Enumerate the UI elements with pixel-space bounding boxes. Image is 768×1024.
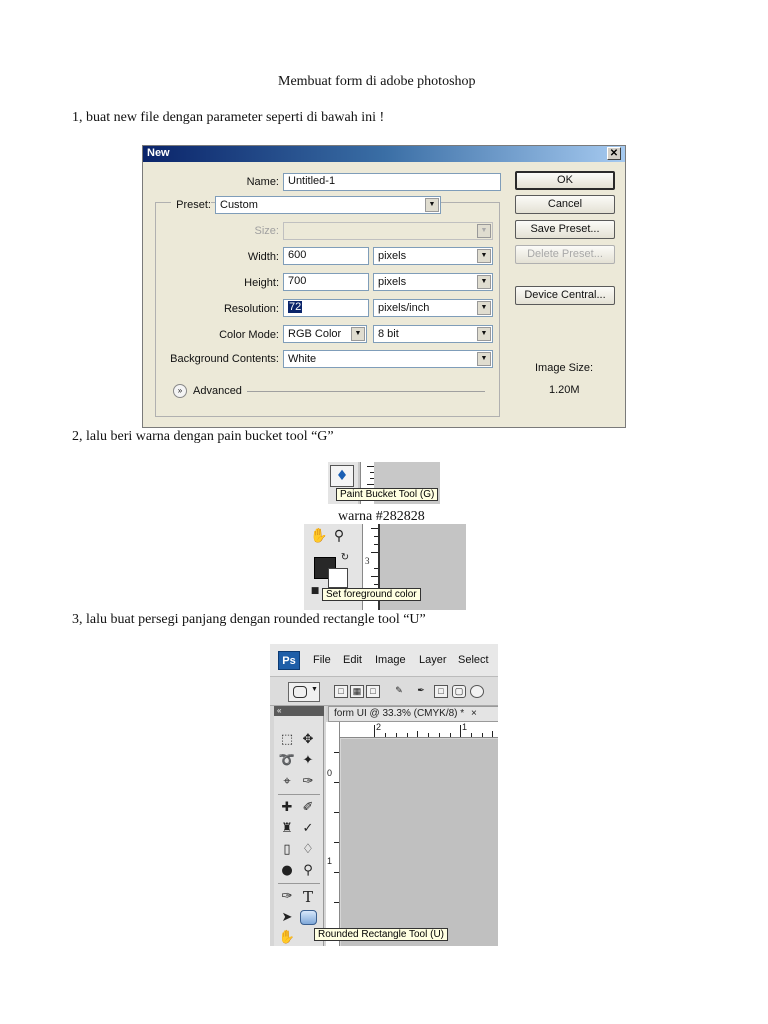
tab-close-icon[interactable]: ×	[470, 708, 477, 719]
step-2-text: 2, lalu beri warna dengan pain bucket tool “G”	[72, 429, 334, 444]
marquee-tool-icon[interactable]: ⬚	[280, 732, 294, 747]
tool-preset-picker[interactable]	[288, 682, 320, 702]
width-field[interactable]: 600	[283, 247, 369, 265]
lasso-tool-icon[interactable]: ➰	[278, 753, 296, 768]
menu-image[interactable]: Image	[375, 654, 406, 666]
close-icon[interactable]: ✕	[607, 147, 621, 160]
background-contents-select[interactable]	[283, 350, 493, 368]
dodge-tool-icon[interactable]: ⚲	[303, 863, 313, 878]
step-1-text: 1, buat new file dengan parameter seperti di bawah ini !	[72, 110, 385, 125]
background-color-swatch[interactable]	[328, 568, 348, 588]
zoom-tool-icon[interactable]: ⚲	[333, 528, 345, 544]
preset-select[interactable]	[215, 196, 441, 214]
dialog-title: New	[147, 147, 170, 159]
tools-panel	[274, 706, 324, 946]
paths-icon[interactable]: ▦	[350, 685, 364, 698]
move-tool-icon[interactable]: ✥	[302, 732, 314, 747]
width-unit-value: pixels	[378, 250, 407, 262]
dialog-title-bar	[143, 146, 625, 162]
height-unit-value: pixels	[378, 276, 407, 288]
paint-bucket-tool-icon[interactable]: ♢	[302, 842, 314, 857]
toolbar-divider	[278, 883, 320, 884]
blur-tool-icon[interactable]: ●	[281, 863, 293, 878]
fill-pixels-icon[interactable]: □	[366, 685, 380, 698]
vertical-ruler	[326, 722, 340, 946]
save-preset-button[interactable]: Save Preset...	[515, 220, 615, 239]
chevron-down-icon: ▼	[477, 275, 491, 289]
size-label: Size:	[254, 225, 279, 237]
preset-value: Custom	[220, 199, 258, 211]
resolution-unit-select[interactable]	[373, 299, 493, 317]
eyedropper-icon[interactable]: ✑	[302, 774, 314, 789]
chevron-down-icon: ▼	[425, 198, 439, 212]
hand-tool-icon[interactable]: ✋	[278, 930, 296, 945]
cancel-button[interactable]: Cancel	[515, 195, 615, 214]
document-canvas[interactable]	[341, 739, 498, 946]
document-tab-title: form UI @ 33.3% (CMYK/8) *	[334, 708, 465, 719]
rounded-rectangle-tool-icon[interactable]	[300, 910, 317, 925]
paint-bucket-tooltip: Paint Bucket Tool (G)	[336, 488, 438, 501]
ruler-number: 1	[462, 722, 468, 732]
advanced-label: Advanced	[193, 385, 242, 397]
resolution-label: Resolution:	[223, 303, 279, 315]
size-select	[283, 222, 493, 240]
menu-layer[interactable]: Layer	[419, 654, 447, 666]
chevron-down-icon: ▼	[477, 224, 491, 238]
preset-label: Preset:	[171, 199, 211, 211]
crop-tool-icon[interactable]: ⌖	[283, 774, 291, 789]
delete-preset-button: Delete Preset...	[515, 245, 615, 264]
menu-edit[interactable]: Edit	[343, 654, 362, 666]
chevron-down-icon: ▼	[351, 327, 365, 341]
height-unit-select[interactable]	[373, 273, 493, 291]
paint-bucket-icon[interactable]: ♦	[330, 465, 354, 487]
foreground-color-tooltip: Set foreground color	[322, 588, 421, 601]
document-tab[interactable]	[328, 706, 498, 722]
rounded-rectangle-icon	[293, 686, 307, 698]
magic-wand-icon[interactable]: ✦	[302, 753, 314, 768]
expand-advanced-icon[interactable]: »	[173, 384, 187, 398]
paint-bucket-screenshot	[328, 462, 440, 504]
default-colors-icon[interactable]: ■	[310, 586, 320, 596]
menu-file[interactable]: File	[313, 654, 331, 666]
chevron-down-icon: ▼	[477, 301, 491, 315]
ruler-number: 0	[327, 768, 333, 778]
rounded-rectangle-tooltip: Rounded Rectangle Tool (U)	[314, 928, 448, 941]
chevron-down-icon: ▼	[311, 686, 318, 693]
horizontal-ruler	[326, 722, 498, 738]
bit-depth-value: 8 bit	[378, 328, 399, 340]
image-size-value: 1.20M	[549, 384, 580, 396]
menu-bar	[270, 644, 498, 676]
device-central-button[interactable]: Device Central...	[515, 286, 615, 305]
hand-tool-icon[interactable]: ✋	[310, 528, 328, 544]
resolution-field[interactable]	[283, 299, 369, 317]
pen-tool-icon[interactable]: ✑	[281, 889, 293, 904]
foreground-color-screenshot	[304, 524, 466, 610]
toolbar-divider	[278, 794, 320, 795]
brush-tool-icon[interactable]: ✐	[302, 800, 314, 815]
chevron-down-icon: ▼	[477, 249, 491, 263]
color-mode-value: RGB Color	[288, 328, 342, 340]
resolution-unit-value: pixels/inch	[378, 302, 430, 314]
step-3-text: 3, lalu buat persegi panjang dengan rounded rectangle tool “U”	[72, 612, 426, 627]
healing-brush-icon[interactable]: ✚	[281, 800, 293, 815]
width-label: Width:	[247, 251, 279, 263]
advanced-divider	[247, 391, 485, 392]
freeform-pen-icon[interactable]: ✒	[417, 685, 425, 695]
menu-select[interactable]: Select	[458, 654, 489, 666]
width-unit-select[interactable]	[373, 247, 493, 265]
ruler-number: 1	[327, 856, 333, 866]
history-brush-icon[interactable]: ✓	[302, 821, 314, 836]
shape-layers-icon[interactable]: □	[334, 685, 348, 698]
background-contents-label: Background Contents:	[170, 353, 279, 365]
document-tab-bar	[326, 706, 498, 720]
new-file-dialog	[142, 145, 626, 428]
image-size-label: Image Size:	[535, 362, 594, 374]
tools-panel-header[interactable]: «	[274, 706, 324, 716]
photoshop-screenshot	[270, 644, 498, 946]
path-selection-icon[interactable]: ➤	[281, 910, 293, 925]
options-bar	[270, 676, 498, 706]
ruler-number: 2	[376, 722, 382, 732]
resolution-value: 72	[289, 301, 302, 313]
name-label: Name:	[246, 176, 279, 188]
ok-button[interactable]: OK	[515, 171, 615, 190]
height-field[interactable]: 700	[283, 273, 369, 291]
background-contents-value: White	[288, 353, 317, 365]
ellipse-icon[interactable]	[470, 685, 484, 698]
rectangle-icon[interactable]: □	[434, 685, 448, 698]
eraser-icon[interactable]: ▯	[283, 842, 291, 857]
clone-stamp-icon[interactable]: ♜	[281, 821, 293, 836]
type-tool-icon[interactable]: T	[302, 888, 313, 906]
bit-depth-select[interactable]	[373, 325, 493, 343]
rounded-rectangle-option-icon[interactable]: ▢	[452, 685, 466, 698]
ruler-number: 3	[365, 556, 370, 566]
photoshop-logo: Ps	[278, 651, 300, 670]
chevron-down-icon: ▼	[477, 352, 491, 366]
swap-colors-icon[interactable]: ↻	[340, 552, 350, 563]
color-mode-select[interactable]	[283, 325, 367, 343]
color-note: warna #282828	[338, 509, 425, 524]
name-field[interactable]: Untitled-1	[283, 173, 501, 191]
color-mode-label: Color Mode:	[219, 329, 279, 341]
height-label: Height:	[244, 277, 279, 289]
chevron-down-icon: ▼	[477, 327, 491, 341]
document-title: Membuat form di adobe photoshop	[278, 74, 476, 89]
pen-icon[interactable]: ✎	[395, 685, 403, 695]
